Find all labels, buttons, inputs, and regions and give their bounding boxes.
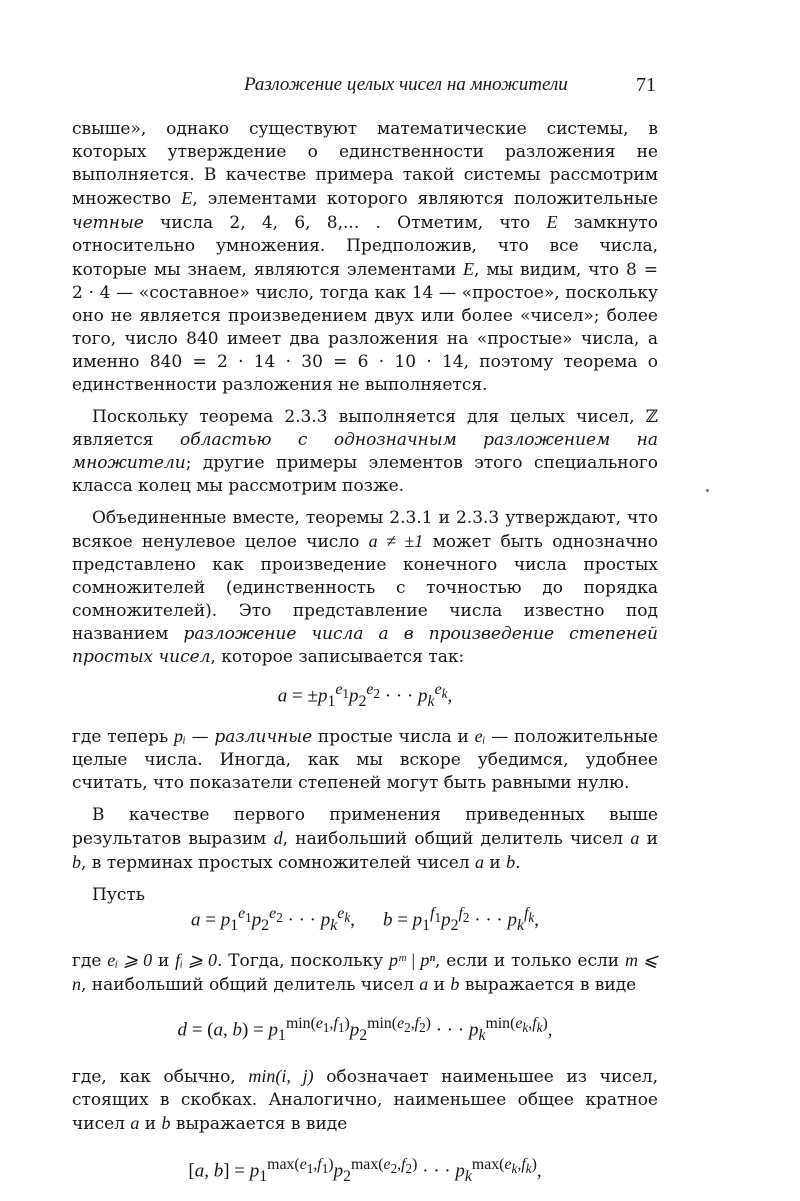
- math-inline: a: [630, 828, 640, 849]
- math-inline: a ≠ ±1: [368, 531, 424, 551]
- math-inline: eᵢ: [474, 726, 486, 747]
- math-set-e: E: [463, 259, 475, 279]
- running-title: Разложение целых чисел на множители: [244, 74, 568, 95]
- scan-speck: [706, 489, 709, 492]
- page-header: [244, 74, 656, 104]
- equation-lcm: [a, $b] = p_1^{max(e_1,f_1)}p_2^{max(e_2,f_2)}$ · · · $p_k^{max(e_k,f_k)}$,: [188, 1156, 542, 1186]
- equation-prime-factorization: $a = \pm p_1^{e_1}p_2^{e_2}$ · · · $p_k^{e_k}$,: [277, 681, 453, 711]
- math-inline: b: [72, 852, 81, 873]
- math-inline: pᵐ | pⁿ: [389, 950, 436, 971]
- page-number: 71: [636, 74, 656, 96]
- emphasis-even: четные: [72, 213, 144, 233]
- math-inline: b: [161, 1113, 171, 1134]
- math-set-e: E: [546, 212, 558, 232]
- math-inline: d: [273, 828, 283, 849]
- math-inline: fᵢ ⩾ 0: [175, 950, 217, 971]
- math-inline: a: [419, 974, 429, 995]
- math-inline: pᵢ: [173, 726, 186, 747]
- paragraph-4: где теперь pᵢ — различные простые числа и eᵢ — положительные целые числа. Иногда, как мы вскоре убедимся, удобнее считать, что показатели степеней могут быть равными нулю.: [72, 726, 658, 794]
- paragraph-2: Поскольку теорема 2.3.3 выполняется для целых чисел, ℤ является областью с однозначным разложением на множители; другие примеры элементов этого специального класса колец мы рассмотрим позже.: [72, 407, 659, 496]
- math-inline: b: [450, 974, 460, 995]
- page-body: [72, 118, 658, 1201]
- math-inline: b: [506, 852, 516, 873]
- paragraph-3: Объединенные вместе, теоремы 2.3.1 и 2.3.3 утверждают, что всякое ненулевое целое число a ≠ ±1 может быть однозначно представлено как произведение конечного числа простых сомножителей (единственность с точностью до порядка сомножителей). Это представление числа известно под названием разложение числа a в произведение степеней простых чисел, которое записывается так:: [72, 508, 659, 667]
- equation-a-b-factorizations: $a = p_1^{e_1}p_2^{e_2}$ · · · $p_k^{e_k}$, $b = p_1^{f_1}p_2^{f_2}$ · · · $p_k^{f_k}$,: [190, 905, 540, 935]
- math-inline: eᵢ ⩾ 0: [107, 950, 153, 971]
- math-inline: min(i, j): [248, 1066, 314, 1087]
- math-inline: a: [474, 852, 484, 873]
- paragraph-7: где eᵢ ⩾ 0 и fᵢ ⩾ 0. Тогда, поскольку pᵐ | pⁿ, если и только если m ⩽ n, наибольший общий делитель чисел a и b выражается в виде: [72, 950, 659, 996]
- emphasis-ufd: областью с однозначным разложением на множители: [72, 430, 659, 473]
- paragraph-8: где, как обычно, min(i, j) обозначает наименьшее из чисел, стоящих в скобках. Аналогично, наименьшее общее кратное чисел a и b выражается в виде: [72, 1066, 658, 1135]
- emphasis-distinct: различные: [214, 727, 313, 748]
- paragraph-6: Пусть: [92, 885, 146, 906]
- paragraph-5: В качестве первого применения приведенных выше результатов выразим d, наибольший общий делитель чисел a и b, в терминах простых сомножителей чисел a и b.: [72, 805, 658, 874]
- math-set-e: E: [181, 188, 193, 208]
- equation-gcd: d = (a, $b) = p_1^{min(e_1,f_1)}p_2^{min(e_2,f_2)}$ · · · $p_k^{min(e_k,f_k)}$,: [177, 1015, 553, 1045]
- math-inline: a: [130, 1113, 140, 1134]
- paragraph-1: свыше», однако существуют математические системы, в которых утверждение о единственности разложения не выполняется. В качестве примера такой системы рассмотрим множество E, элементами которого являются положительные четные числа 2, 4, 6, 8,... . Отметим, что E замкнуто относительно умножения. Предположив, что все числа, которые мы знаем, являются элементами E, мы видим, что 8 = 2 · 4 — «составное» число, тогда как 14 — «простое», поскольку оно не является произведением двух или более «чисел»; более того, число 840 имеет два разложения на «простые» числа, а именно 840 = 2 · 14 · 30 = 6 · 10 · 14, поэтому теорема о единственности разложения не выполняется.: [72, 119, 659, 395]
- emphasis-term: разложение числа a в произведение степеней простых чисел: [72, 624, 658, 667]
- math-inline: m ⩽ n: [72, 950, 659, 995]
